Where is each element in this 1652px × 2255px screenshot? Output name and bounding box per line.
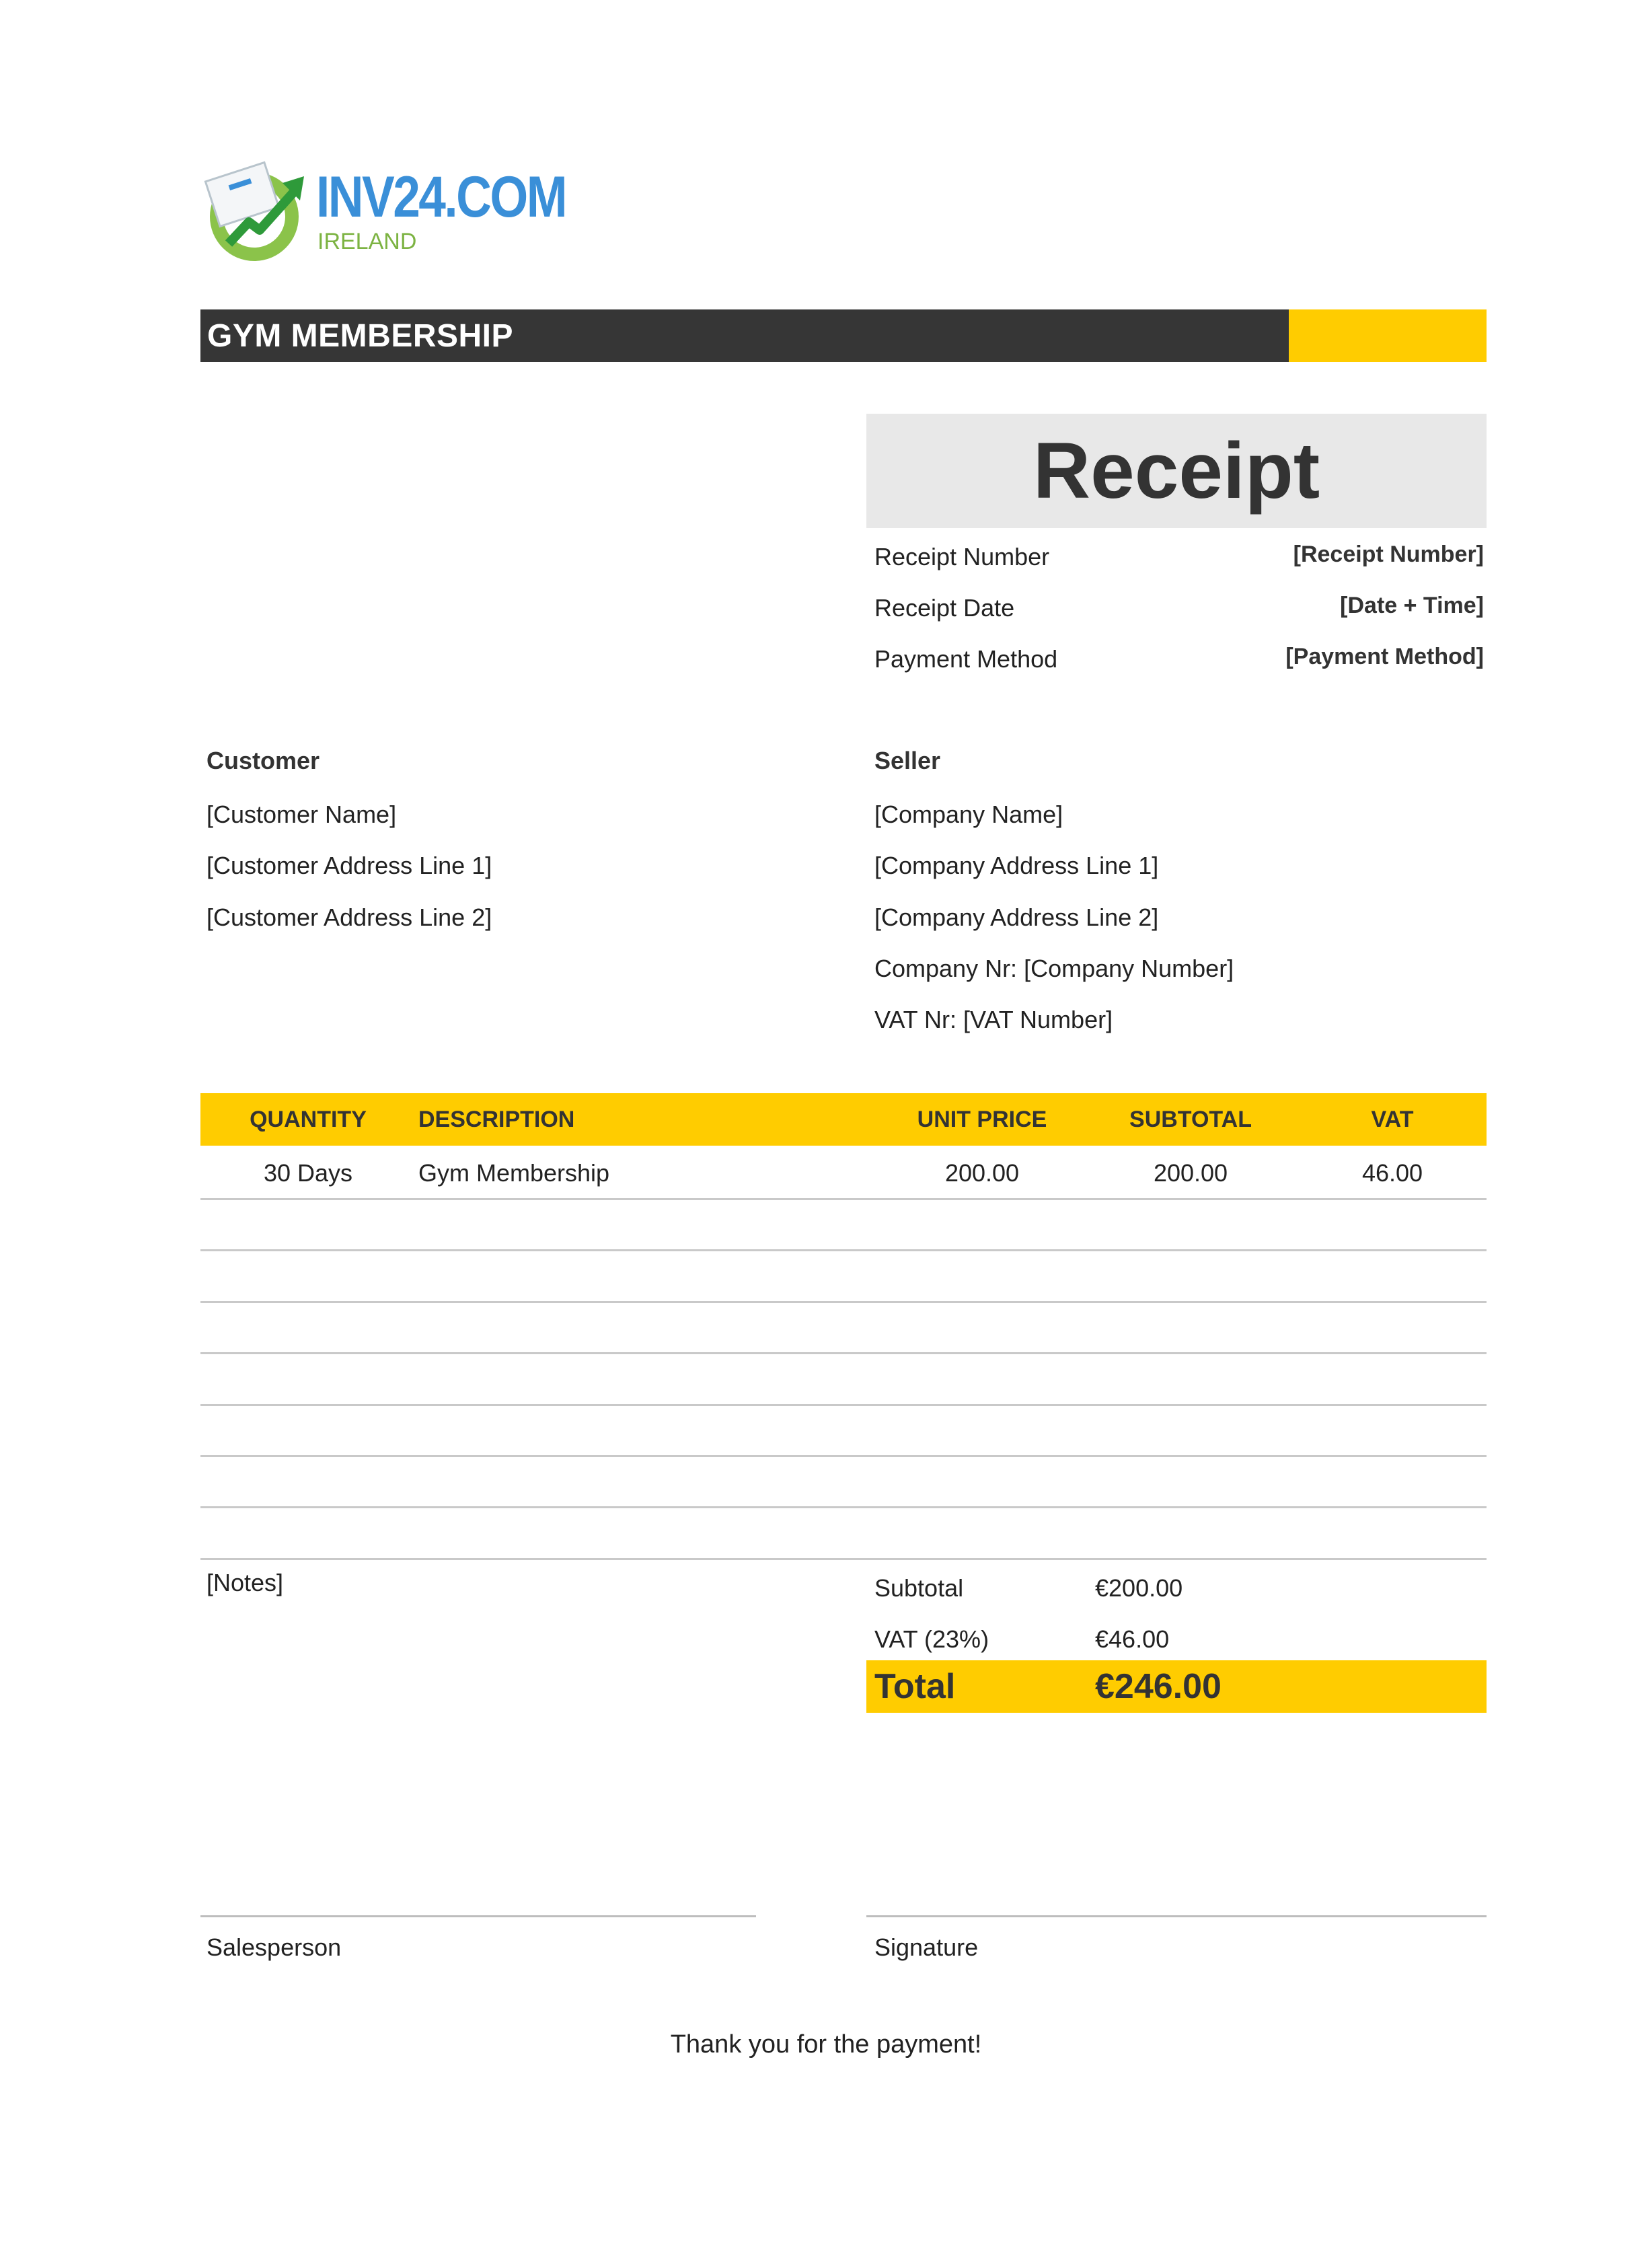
receipt-title: Receipt [1032,427,1320,515]
header-accent-block [1289,309,1487,362]
receipt-number-label: Receipt Number [874,543,1050,570]
table-row-divider [200,1506,1487,1508]
payment-method-value: [Payment Method] [1285,644,1484,669]
column-header-vat: VAT [1371,1107,1414,1132]
seller-address-line-1: [Company Address Line 1] [874,852,1159,879]
column-header-subtotal: SUBTOTAL [1129,1107,1252,1132]
item-vat: 46.00 [1361,1159,1423,1187]
total-label: Total [874,1667,956,1706]
item-description: Gym Membership [418,1159,610,1187]
table-row-divider [200,1455,1487,1457]
seller-company-number: Company Nr: [Company Number] [874,955,1234,982]
item-quantity: 30 Days [263,1159,353,1187]
table-row-divider [200,1301,1487,1303]
subtotal-value: €200.00 [1095,1574,1183,1602]
item-subtotal: 200.00 [1153,1159,1228,1187]
notes-text: [Notes] [206,1569,284,1596]
column-header-description: DESCRIPTION [418,1107,575,1132]
receipt-date-value: [Date + Time] [1340,593,1484,618]
vat-value: €46.00 [1095,1625,1170,1653]
thank-you-message: Thank you for the payment! [670,2030,982,2059]
customer-address-line-1: [Customer Address Line 1] [206,852,492,879]
receipt-number-value: [Receipt Number] [1293,542,1484,567]
logo-chart-icon [202,156,309,264]
table-row-divider [200,1249,1487,1251]
item-unit-price: 200.00 [944,1159,1020,1187]
total-value: €246.00 [1095,1667,1222,1706]
table-row-divider [200,1352,1487,1354]
company-logo [202,156,566,264]
column-header-quantity: QUANTITY [250,1107,367,1132]
logo-main-text: INV24.COM [316,165,566,229]
customer-heading: Customer [206,747,320,774]
seller-address-line-2: [Company Address Line 2] [874,903,1159,931]
salesperson-signature-line [200,1915,756,1917]
seller-company-name: [Company Name] [874,801,1063,828]
seller-vat-number: VAT Nr: [VAT Number] [874,1006,1113,1033]
vat-label: VAT (23%) [874,1625,989,1653]
customer-name: [Customer Name] [206,801,397,828]
table-row-divider [200,1404,1487,1406]
customer-address-line-2: [Customer Address Line 2] [206,903,492,931]
seller-heading: Seller [874,747,941,774]
signature-label: Signature [874,1933,979,1961]
signature-line [866,1915,1487,1917]
subtotal-label: Subtotal [874,1574,964,1602]
column-header-unit-price: UNIT PRICE [917,1107,1047,1132]
document-category-title: GYM MEMBERSHIP [207,318,514,354]
salesperson-label: Salesperson [206,1933,342,1961]
logo-sub-text: IRELAND [317,229,417,254]
receipt-date-label: Receipt Date [874,594,1015,622]
table-row-divider [200,1558,1487,1560]
table-row-divider [200,1198,1487,1200]
payment-method-label: Payment Method [874,645,1058,673]
